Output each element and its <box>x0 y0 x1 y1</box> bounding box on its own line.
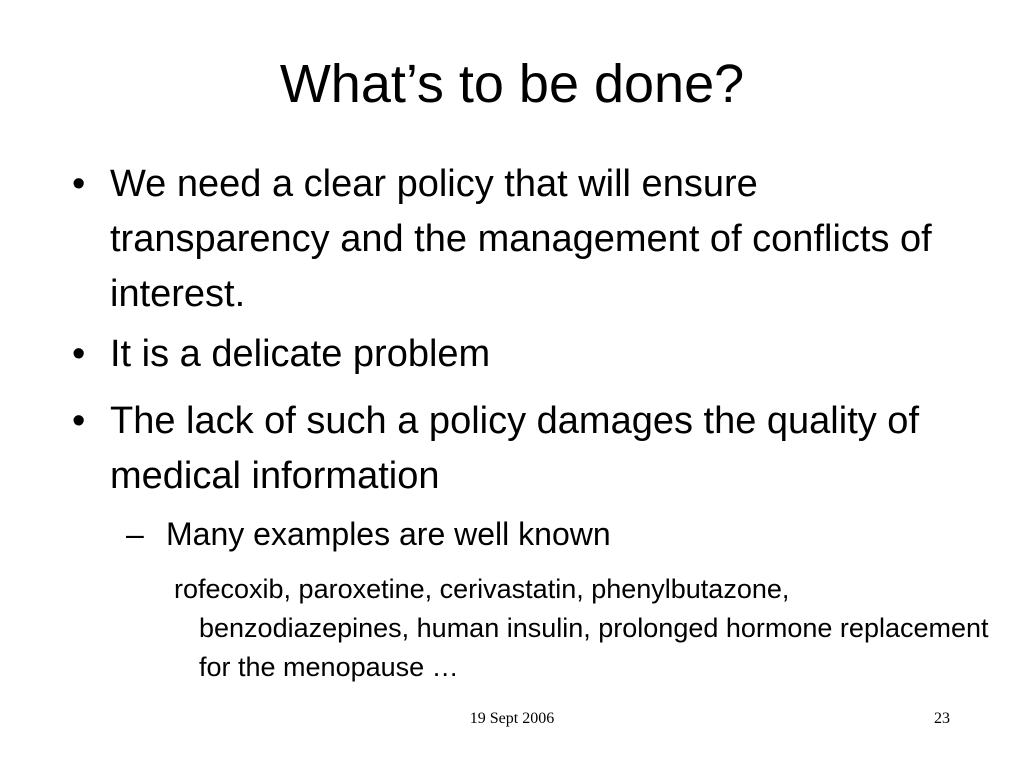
footer-date: 19 Sept 2006 <box>469 710 555 727</box>
bullet-text: The lack of such a policy damages the quality of medical information <box>110 400 920 497</box>
bullet-marker: • <box>72 333 86 375</box>
bullet-text: We need a clear policy that will ensure transparency and the management of conflicts of interest. <box>110 163 932 315</box>
bullet-item <box>72 157 932 322</box>
sub-bullet-item <box>126 512 946 556</box>
slide-title: What’s to be done? <box>279 54 745 114</box>
bullet-item <box>72 327 932 382</box>
sub-bullet-marker: – <box>126 516 144 552</box>
sub-bullet-text: Many examples are well known <box>166 516 611 552</box>
bullet-marker: • <box>72 163 86 205</box>
bullet-marker: • <box>72 400 86 442</box>
bullet-text: It is a delicate problem <box>110 333 491 375</box>
slide-number: 23 <box>934 710 950 727</box>
bullet-item <box>72 394 932 504</box>
examples-text: rofecoxib, paroxetine, cerivastatin, phenylbutazone, benzodiazepines, human insulin, prolonged hormone replacement for the menopause … <box>174 574 989 682</box>
